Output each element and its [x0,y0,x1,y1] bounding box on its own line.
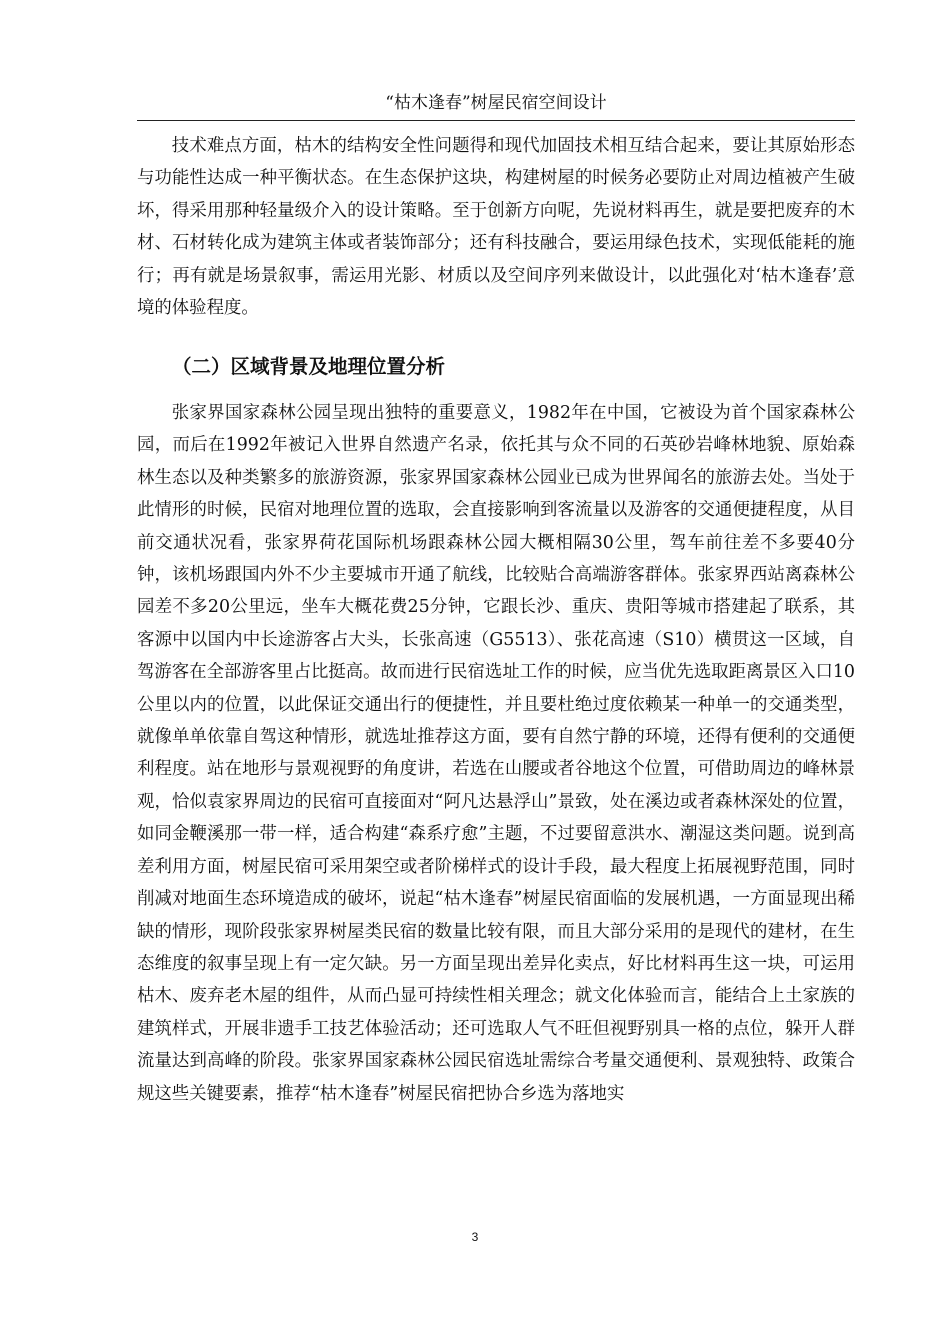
page-number: 3 [471,1230,479,1244]
section-heading: （二）区域背景及地理位置分析 [172,355,446,378]
body-paragraph-regional-background: 张家界国家森林公园呈现出独特的重要意义，1982年在中国，它被设为首个国家森林公园，而后在1992年被记入世界自然遗产名录，依托其与众不同的石英砂岩峰林地貌、原始森林生态以及种类繁多的旅游资源，张家界国家森林公园业已成为世界闻名的旅游去处。当处于此情形的时候，民宿对地理位置的选取，会直接影响到客流量以及游客的交通便捷程度，从目前交通状况看，张家界荷花国际机场跟森林公园大概相隔30公里，驾车前往差不多要40分钟，该机场跟国内外不少主要城市开通了航线，比较贴合高端游客群体。张家界西站离森林公园差不多20公里远，坐车大概花费25分钟，它跟长沙、重庆、贵阳等城市搭建起了联系，其客源中以国内中长途游客占大头，长张高速（G5513）、张花高速（S10）横贯这一区域，自驾游客在全部游客里占比挺高。故而进行民宿选址工作的时候，应当优先选取距离景区入口10公里以内的位置，以此保证交通出行的便捷性，并且要杜绝过度依赖某一种单一的交通类型，就像单单依靠自驾这种情形，就选址推荐这方面，要有自然宁静的环境，还得有便利的交通便利程度。站在地形与景观视野的角度讲，若选在山腰或者谷地这个位置，可借助周边的峰林景观，恰似袁家界周边的民宿可直接面对“阿凡达悬浮山”景致，处在溪边或者森林深处的位置，如同金鞭溪那一带一样，适合构建“森系疗愈”主题，不过要留意洪水、潮湿这类问题。说到高差利用方面，树屋民宿可采用架空或者阶梯样式的设计手段，最大程度上拓展视野范围，同时削减对地面生态环境造成的破坏，说起“枯木逢春”树屋民宿面临的发展机遇，一方面显现出稀缺的情形，现阶段张家界树屋类民宿的数量比较有限，而且大部分采用的是现代的建材，在生态维度的叙事呈现上有一定欠缺。另一方面呈现出差异化卖点，好比材料再生这一块，可运用枯木、废弃老木屋的组件，从而凸显可持续性相关理念；就文化体验而言，能结合上土家族的建筑样式，开展非遗手工技艺体验活动；还可选取人气不旺但视野别具一格的点位，躲开人群流量达到高峰的阶段。张家界国家森林公园民宿选址需综合考量交通便利、景观独特、政策合规这些关键要素，推荐“枯木逢春”树屋民宿把协合乡选为落地实 [137,403,855,1104]
body-paragraph-technical-difficulties: 技术难点方面，枯木的结构安全性问题得和现代加固技术相互结合起来，要让其原始形态与功能性达成一种平衡状态。在生态保护这块，构建树屋的时候务必要防止对周边植被产生破坏，得采用那种轻量级介入的设计策略。至于创新方向呢，先说材料再生，就是要把废弃的木材、石材转化成为建筑主体或者装饰部分；还有科技融合，要运用绿色技术，实现低能耗的施行；再有就是场景叙事，需运用光影、材质以及空间序列来做设计，以此强化对‘枯木逢春’意境的体验程度。 [137,136,855,319]
page-header-title: “枯木逢春”树屋民宿空间设计 [137,92,855,121]
